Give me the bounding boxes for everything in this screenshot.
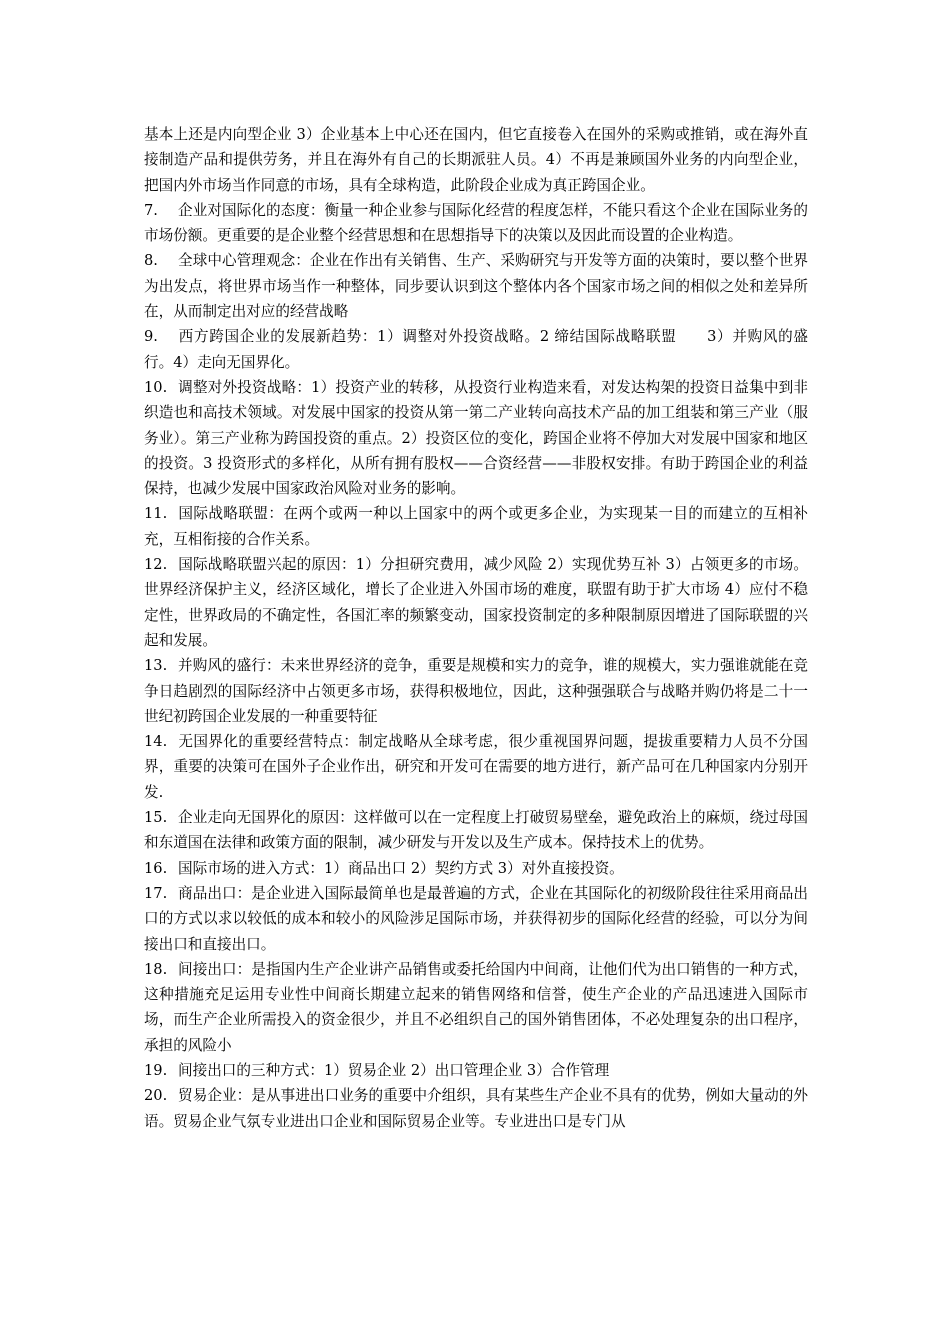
paragraph-text: 无国界化的重要经营特点：制定战略从全球考虑，很少重视国界问题，提拔重要精力人员不分国界，重要的决策可在国外子企业作出，研究和开发可在需要的地方进行，新产品可在几种国家内分别开发. xyxy=(144,733,808,801)
document-page xyxy=(144,122,808,1134)
paragraph-15 xyxy=(144,805,808,856)
paragraph-12 xyxy=(144,552,808,653)
paragraph-20 xyxy=(144,1083,808,1134)
paragraph-number: 15. xyxy=(144,809,168,827)
paragraph-number: 11. xyxy=(144,505,168,523)
paragraph-16 xyxy=(144,856,808,881)
paragraph-number: 13. xyxy=(144,657,168,675)
paragraph-text: 并购风的盛行：未来世界经济的竞争，重要是规模和实力的竞争，谁的规模大，实力强谁就能在竞争日趋剧烈的国际经济中占领更多市场，获得积极地位，因此，这种强强联合与战略并购仍将是二十一世纪初跨国企业发展的一种重要特征 xyxy=(144,657,808,725)
paragraph-text: 国际战略联盟：在两个或两一种以上国家中的两个或更多企业，为实现某一目的而建立的互相补充，互相衔接的合作关系。 xyxy=(144,505,808,548)
paragraph-17 xyxy=(144,881,808,957)
paragraph-14 xyxy=(144,729,808,805)
paragraph-text: 基本上还是内向型企业 3）企业基本上中心还在国内，但它直接卷入在国外的采购或推销，或在海外直接制造产品和提供劳务，并且在海外有自己的长期派驻人员。4）不再是兼顾国外业务的内向型企业，把国内外市场当作同意的市场，具有全球构造，此阶段企业成为真正跨国企业。 xyxy=(144,126,808,194)
paragraph-text: 国际战略联盟兴起的原因：1）分担研究费用，减少风险 2）实现优势互补 3）占领更多的市场。世界经济保护主义，经济区域化，增长了企业进入外国市场的难度，联盟有助于扩大市场 4）应付不稳定性，世界政局的不确定性，各国汇率的频繁变动，国家投资制定的多种限制原因增进了国际联盟的兴起和发展。 xyxy=(144,556,808,649)
paragraph-number: 20. xyxy=(144,1087,168,1105)
paragraph-8 xyxy=(144,248,808,324)
paragraph-11 xyxy=(144,501,808,552)
paragraph-number: 9. xyxy=(144,328,158,346)
paragraph-text: 调整对外投资战略：1）投资产业的转移，从投资行业构造来看，对发达构架的投资日益集中到非织造也和高技术领域。对发展中国家的投资从第一第二产业转向高技术产品的加工组装和第三产业（服务业）。第三产业称为跨国投资的重点。2）投资区位的变化，跨国企业将不停加大对发展中国家和地区的投资。3 投资形式的多样化，从所有拥有股权——合资经营——非股权安排。有助于跨国企业的利益保持，也减少发展中国家政治风险对业务的影响。 xyxy=(144,378,808,498)
paragraph-9 xyxy=(144,324,808,375)
paragraph-number: 10. xyxy=(144,378,168,396)
paragraph-continuation xyxy=(144,122,808,198)
paragraph-text: 企业走向无国界化的原因：这样做可以在一定程度上打破贸易壁垒，避免政治上的麻烦，绕过母国和东道国在法律和政策方面的限制，减少研发与开发以及生产成本。保持技术上的优势。 xyxy=(144,809,808,852)
paragraph-18 xyxy=(144,957,808,1058)
paragraph-number: 16. xyxy=(144,859,168,877)
paragraph-text: 西方跨国企业的发展新趋势：1）调整对外投资战略。2 缔结国际战略联盟 3）并购风的盛行。4）走向无国界化。 xyxy=(144,328,808,371)
paragraph-text: 间接出口：是指国内生产企业讲产品销售或委托给国内中间商，让他们代为出口销售的一种方式，这种措施充足运用专业性中间商长期建立起来的销售网络和信誉，使生产企业的产品迅速进入国际市场，而生产企业所需投入的资金很少，并且不必组织自己的国外销售团体，不必处理复杂的出口程序，承担的风险小 xyxy=(144,960,808,1054)
paragraph-13 xyxy=(144,653,808,729)
paragraph-number: 18. xyxy=(144,960,168,978)
paragraph-number: 17. xyxy=(144,884,168,902)
paragraph-7 xyxy=(144,198,808,249)
paragraph-text: 企业对国际化的态度：衡量一种企业参与国际化经营的程度怎样，不能只看这个企业在国际业务的市场份额。更重要的是企业整个经营思想和在思想指导下的决策以及因此而设置的企业构造。 xyxy=(144,201,808,245)
paragraph-text: 商品出口：是企业进入国际最简单也是最普遍的方式，企业在其国际化的初级阶段往往采用商品出口的方式以求以较低的成本和较小的风险涉足国际市场，并获得初步的国际化经营的经验，可以分为间接出口和直接出口。 xyxy=(144,884,808,953)
paragraph-number: 14. xyxy=(144,733,168,751)
paragraph-text: 国际市场的进入方式：1）商品出口 2）契约方式 3）对外直接投资。 xyxy=(178,859,624,877)
paragraph-text: 贸易企业：是从事进出口业务的重要中介组织，具有某些生产企业不具有的优势，例如大量动的外语。贸易企业气氛专业进出口企业和国际贸易企业等。专业进出口是专门从 xyxy=(144,1087,808,1130)
paragraph-19 xyxy=(144,1058,808,1083)
paragraph-number: 8. xyxy=(144,252,158,270)
paragraph-number: 7. xyxy=(144,201,158,219)
paragraph-number: 19. xyxy=(144,1061,168,1079)
paragraph-text: 全球中心管理观念：企业在作出有关销售、生产、采购研究与开发等方面的决策时，要以整个世界为出发点，将世界市场当作一种整体，同步要认识到这个整体内各个国家市场之间的相似之处和差异所在，从而制定出对应的经营战略 xyxy=(144,252,808,321)
paragraph-10 xyxy=(144,375,808,501)
paragraph-number: 12. xyxy=(144,556,168,574)
paragraph-text: 间接出口的三种方式：1）贸易企业 2）出口管理企业 3）合作管理 xyxy=(178,1061,610,1079)
